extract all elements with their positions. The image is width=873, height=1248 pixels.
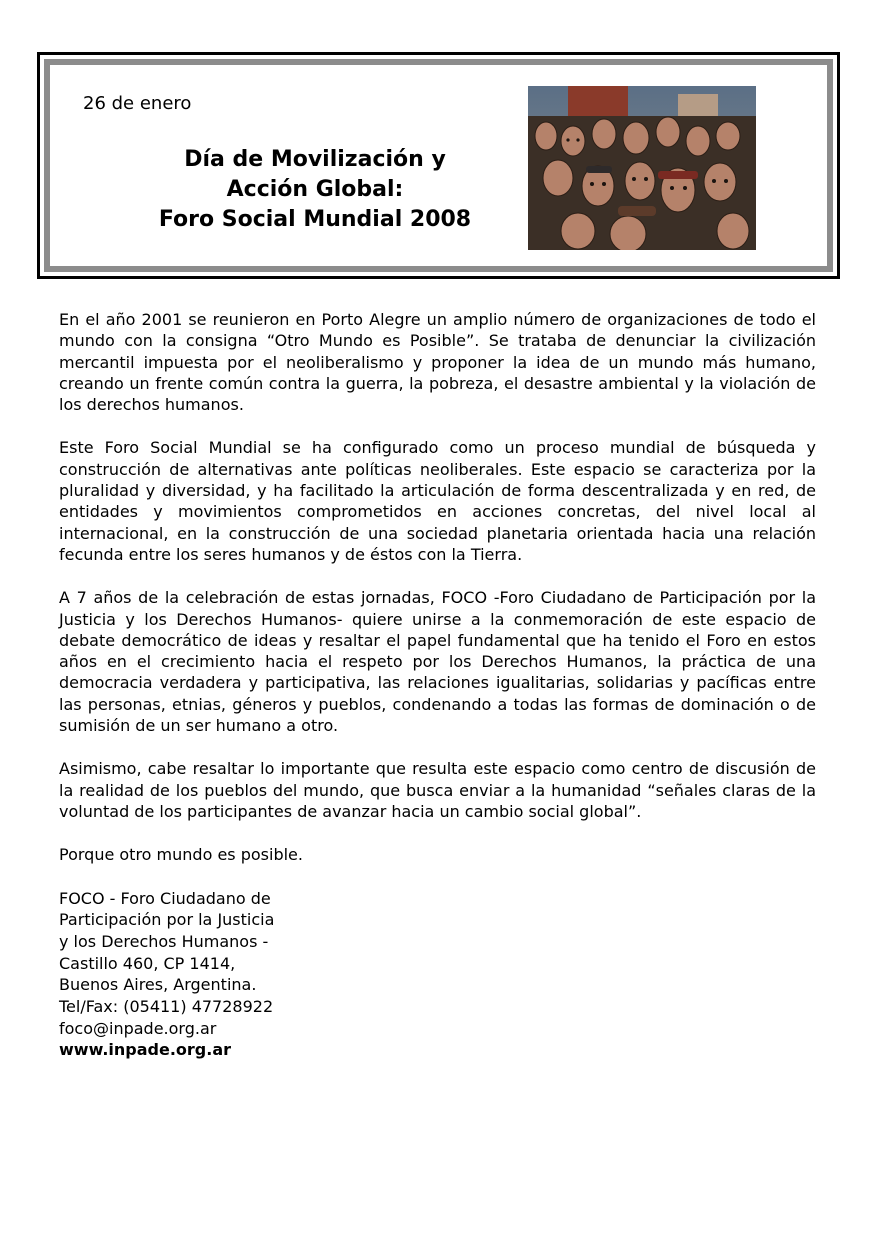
contact-city: Buenos Aires, Argentina. — [59, 975, 257, 995]
paragraph-1: En el año 2001 se reunieron en Porto Alegre un amplio número de organizaciones de todo el mundo con la consigna “Otro Mundo es Posible”. Se trataba de denunciar la civilización mercantil impuesta por el neoliberalismo y proponer la idea de un mundo más humano, creando un frente común contra la guerra, la pobreza, el desastre ambiental y la violación de los derechos humanos. — [59, 310, 816, 415]
title-line-2: Acción Global: — [226, 177, 404, 202]
contact-line-1: FOCO - Foro Ciudadano de — [59, 888, 271, 908]
closing-line: Porque otro mundo es posible. — [59, 845, 303, 865]
crowd-painting-icon — [528, 86, 756, 250]
paragraph-3: A 7 años de la celebración de estas jornadas, FOCO -Foro Ciudadano de Participación por la Justicia y los Derechos Humanos- quiere unirse a la conmemoración de este espacio de debate democrático de ideas y resaltar el papel fundamental que ha tenido el Foro en estos años en el crecimiento hacia el respeto por los Derechos Humanos, la práctica de una democracia verdadera y participativa, las relaciones igualitarias, solidarias y pacíficas entre las personas, etnias, géneros y pueblos, condenando a todas las formas de dominación o de sumisión de un ser humano a otro. — [59, 588, 816, 736]
page-title — [120, 145, 510, 235]
contact-block — [59, 888, 816, 1062]
contact-phone: Tel/Fax: (05411) 47728922 — [59, 997, 274, 1017]
date-label: 26 de enero — [83, 93, 192, 114]
contact-line-3: y los Derechos Humanos - — [59, 931, 269, 951]
header-frame — [44, 59, 833, 272]
contact-line-2: Participación por la Justicia — [59, 910, 275, 930]
contact-website[interactable]: www.inpade.org.ar — [59, 1040, 232, 1060]
header-box — [37, 52, 840, 279]
contact-email[interactable]: foco@inpade.org.ar — [59, 1018, 217, 1038]
paragraph-4: Asimismo, cabe resaltar lo importante que resulta este espacio como centro de discusión de la realidad de los pueblos del mundo, que busca enviar a la humanidad “señales claras de la voluntad de los participantes de avanzar hacia un cambio social global”. — [59, 759, 816, 821]
paragraph-2: Este Foro Social Mundial se ha configurado como un proceso mundial de búsqueda y construcción de alternativas ante políticas neoliberales. Este espacio se caracteriza por la pluralidad y diversidad, y ha facilitado la articulación de forma descentralizada y en red, de entidades y movimientos comprometidos en acciones concretas, del nivel local al internacional, en la construcción de una sociedad planetaria orientada hacia una relación fecunda entre los seres humanos y de éstos con la Tierra. — [59, 438, 816, 564]
contact-address: Castillo 460, CP 1414, — [59, 953, 236, 973]
article-body — [59, 309, 816, 1061]
title-line-3: Foro Social Mundial 2008 — [158, 207, 472, 232]
title-line-1: Día de Movilización y — [184, 147, 446, 172]
